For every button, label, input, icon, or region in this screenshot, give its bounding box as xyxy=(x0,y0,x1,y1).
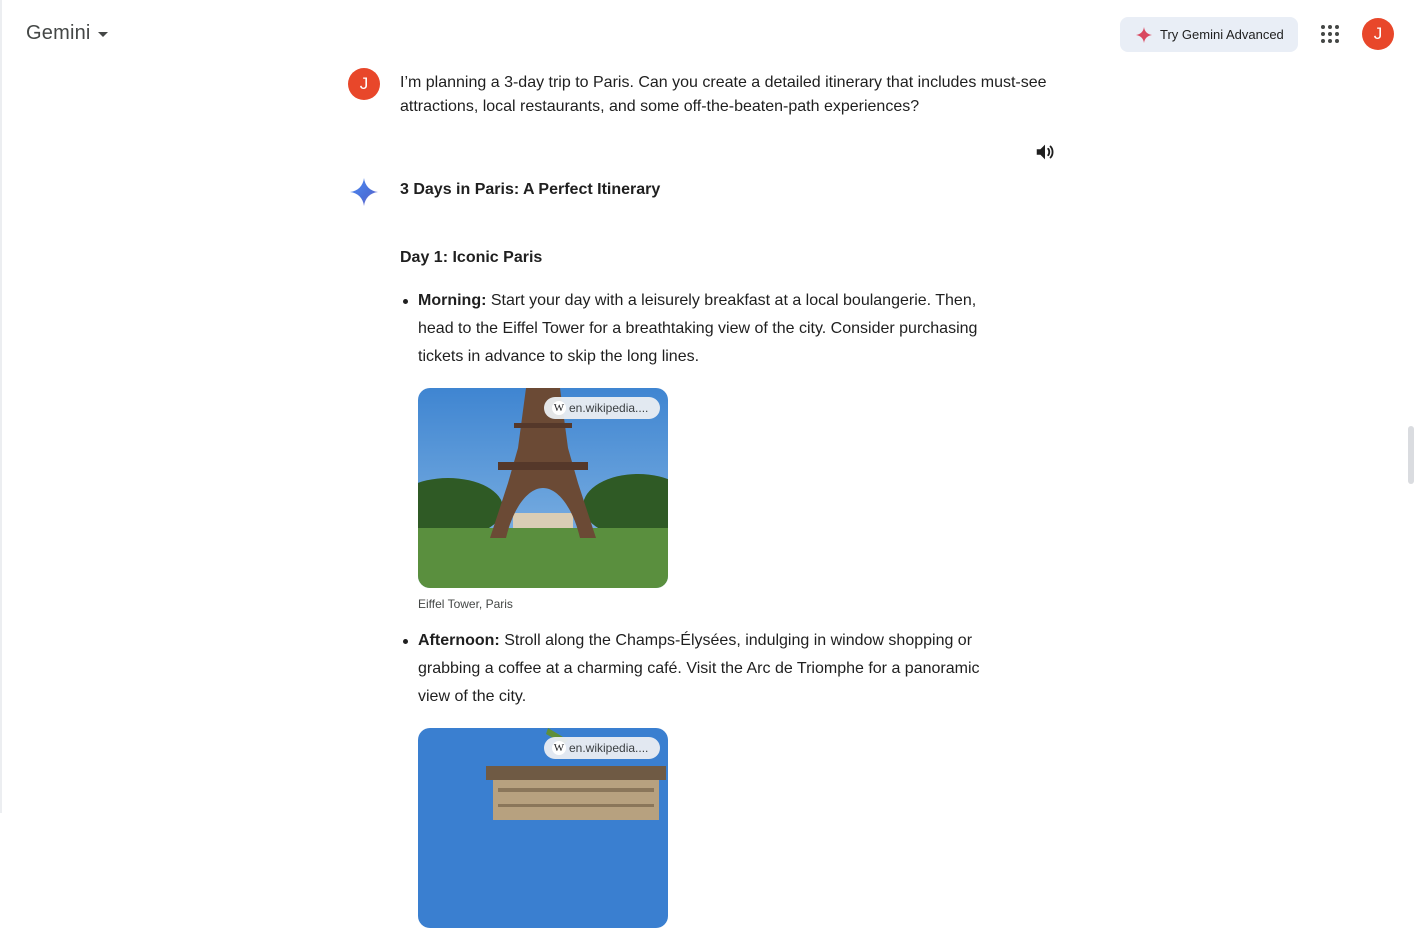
caret-down-icon xyxy=(98,32,108,37)
user-avatar xyxy=(348,68,380,100)
afternoon-label: Afternoon: xyxy=(418,632,500,649)
eiffel-tower-image[interactable] xyxy=(418,388,668,588)
afternoon-list-item xyxy=(418,627,1008,711)
gemini-sparkle-icon xyxy=(348,176,380,208)
image-source-chip[interactable] xyxy=(544,737,660,759)
model-switcher[interactable] xyxy=(26,22,108,45)
sparkle-icon xyxy=(1136,27,1152,43)
user-prompt-text: I’m planning a 3-day trip to Paris. Can you create a detailed itinerary that includes must-see attractions, local restaurants, and some off-the-beaten-path experiences? xyxy=(400,74,1047,115)
try-gemini-advanced-button[interactable] xyxy=(1120,17,1298,52)
day-1-heading: Day 1: Iconic Paris xyxy=(400,249,543,266)
try-gemini-advanced-label: Try Gemini Advanced xyxy=(1160,27,1284,42)
arc-de-triomphe-image[interactable] xyxy=(418,728,668,928)
morning-text: Start your day with a leisurely breakfast at a local boulangerie. Then, head to the Eiffel Tower for a breathtaking view of the city. Consider purchasing tickets in advance to skip the long lines. xyxy=(418,292,978,365)
image-caption: Eiffel Tower, Paris xyxy=(418,597,513,611)
response-title: 3 Days in Paris: A Perfect Itinerary xyxy=(400,181,661,198)
scrollbar-thumb[interactable] xyxy=(1408,426,1414,484)
wikipedia-icon: W xyxy=(553,402,565,414)
morning-list-item xyxy=(418,287,1008,371)
brand-name: Gemini xyxy=(26,22,91,44)
user-avatar-initial: J xyxy=(359,74,369,93)
speaker-icon[interactable] xyxy=(1034,141,1056,163)
image-source-chip[interactable] xyxy=(544,397,660,419)
account-avatar[interactable] xyxy=(1362,18,1394,50)
afternoon-text: Stroll along the Champs-Élysées, indulging in window shopping or grabbing a coffee at a charming café. Visit the Arc de Triomphe for a panoramic view of the city. xyxy=(418,632,980,705)
window-edge xyxy=(0,0,2,813)
image-source-label: en.wikipedia.... xyxy=(569,741,649,755)
image-source-label: en.wikipedia.... xyxy=(569,401,649,415)
morning-label: Morning: xyxy=(418,292,487,309)
wikipedia-icon: W xyxy=(553,742,565,754)
apps-grid-icon[interactable] xyxy=(1318,22,1342,46)
account-avatar-initial: J xyxy=(1373,24,1383,43)
